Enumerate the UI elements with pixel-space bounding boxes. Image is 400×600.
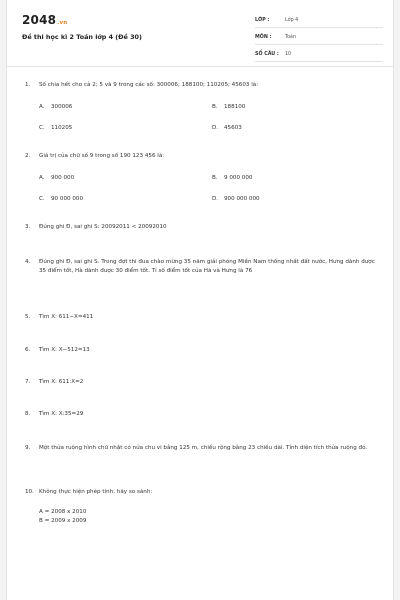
meta-key: SỐ CÂU : <box>255 51 279 57</box>
option-a[interactable] <box>39 175 74 181</box>
question-5 <box>25 313 375 322</box>
option-b[interactable] <box>212 104 245 110</box>
question-10 <box>25 488 375 497</box>
option-text: 188100 <box>224 104 246 110</box>
question-1 <box>25 81 375 90</box>
option-label: D. <box>212 196 219 202</box>
option-c[interactable] <box>39 125 72 131</box>
question-text: Một thửa ruộng hình chữ nhật có nửa chu vi bằng 125 m, chiều rộng bằng 23 chiều dài. Tính diện tích thửa ruộng đó. <box>39 445 368 451</box>
comparison-line-a: A = 2008 x 2010 <box>39 509 87 515</box>
question-text: Tìm X: X:35=29 <box>39 411 84 417</box>
question-9 <box>25 444 375 453</box>
logo-text: 2048 <box>22 13 57 27</box>
meta-key: LỚP : <box>255 17 270 23</box>
option-d[interactable] <box>212 196 260 202</box>
meta-row-subject <box>255 30 383 45</box>
header-divider <box>7 66 393 67</box>
option-text: 45603 <box>224 125 242 131</box>
option-text: 90 000 000 <box>51 196 84 202</box>
logo[interactable] <box>22 13 67 27</box>
question-number: 2. <box>25 153 31 159</box>
option-text: 900 000 <box>51 175 75 181</box>
option-b[interactable] <box>212 175 252 181</box>
exam-header <box>7 0 393 66</box>
question-3 <box>25 223 375 232</box>
option-text: 300006 <box>51 104 73 110</box>
option-d[interactable] <box>212 125 242 131</box>
option-text: 900 000 000 <box>224 196 260 202</box>
logo-tld: .vn <box>57 20 68 26</box>
meta-row-class <box>255 13 383 28</box>
option-text: 110205 <box>51 125 73 131</box>
option-label: B. <box>212 104 218 110</box>
meta-value: 10 <box>285 51 292 57</box>
comparison-line-b: B = 2009 x 2009 <box>39 518 87 524</box>
question-4 <box>25 258 375 276</box>
meta-value: Lớp 4 <box>285 17 299 23</box>
option-c[interactable] <box>39 196 83 202</box>
option-label: A. <box>39 175 45 181</box>
question-text: Đúng ghi Đ, sai ghi S: 20092011 < 20092010 <box>39 224 167 230</box>
question-7 <box>25 378 375 387</box>
option-label: B. <box>212 175 218 181</box>
question-text: Tìm X: 611:X=2 <box>39 379 84 385</box>
question-number: 6. <box>25 347 31 353</box>
exam-meta <box>255 13 383 62</box>
question-number: 4. <box>25 259 31 265</box>
option-label: A. <box>39 104 45 110</box>
question-text: Đúng ghi Đ, sai ghi S. Trong đợt thi đua chào mừng 35 năm giải phóng Miền Nam thống nhất đất nước, Hưng dành được 35 điểm tốt, Hà dành được 30 điểm tốt. Tỉ số điểm tốt của Hà và Hưng là 76 <box>39 259 375 274</box>
exam-title: Đề thi học kì 2 Toán lớp 4 (Đề 30) <box>22 33 142 41</box>
question-number: 7. <box>25 379 31 385</box>
question-text: Giá trị của chữ số 9 trong số 190 123 456 là: <box>39 153 165 159</box>
question-text: Tìm X: 611−X=411 <box>39 314 94 320</box>
question-8 <box>25 410 375 419</box>
question-number: 1. <box>25 82 31 88</box>
meta-key: MÔN : <box>255 34 272 40</box>
question-6 <box>25 346 375 355</box>
question-text: Số chia hết cho cả 2; 5 và 9 trong các số: 300006; 188100; 110205; 45603 là: <box>39 82 259 88</box>
option-a[interactable] <box>39 104 72 110</box>
question-number: 8. <box>25 411 31 417</box>
comparison-lines <box>39 508 239 526</box>
question-number: 3. <box>25 224 31 230</box>
question-number: 10. <box>25 489 34 495</box>
question-text: Không thực hiện phép tính, hãy so sánh: <box>39 489 153 495</box>
option-label: C. <box>39 125 45 131</box>
meta-row-count <box>255 47 383 62</box>
exam-sheet <box>6 0 394 600</box>
option-text: 9 000 000 <box>224 175 253 181</box>
question-2 <box>25 152 375 161</box>
question-number: 9. <box>25 445 31 451</box>
question-number: 5. <box>25 314 31 320</box>
question-text: Tìm X: X−512=13 <box>39 347 90 353</box>
option-label: D. <box>212 125 219 131</box>
option-label: C. <box>39 196 45 202</box>
meta-value: Toán <box>285 34 297 40</box>
